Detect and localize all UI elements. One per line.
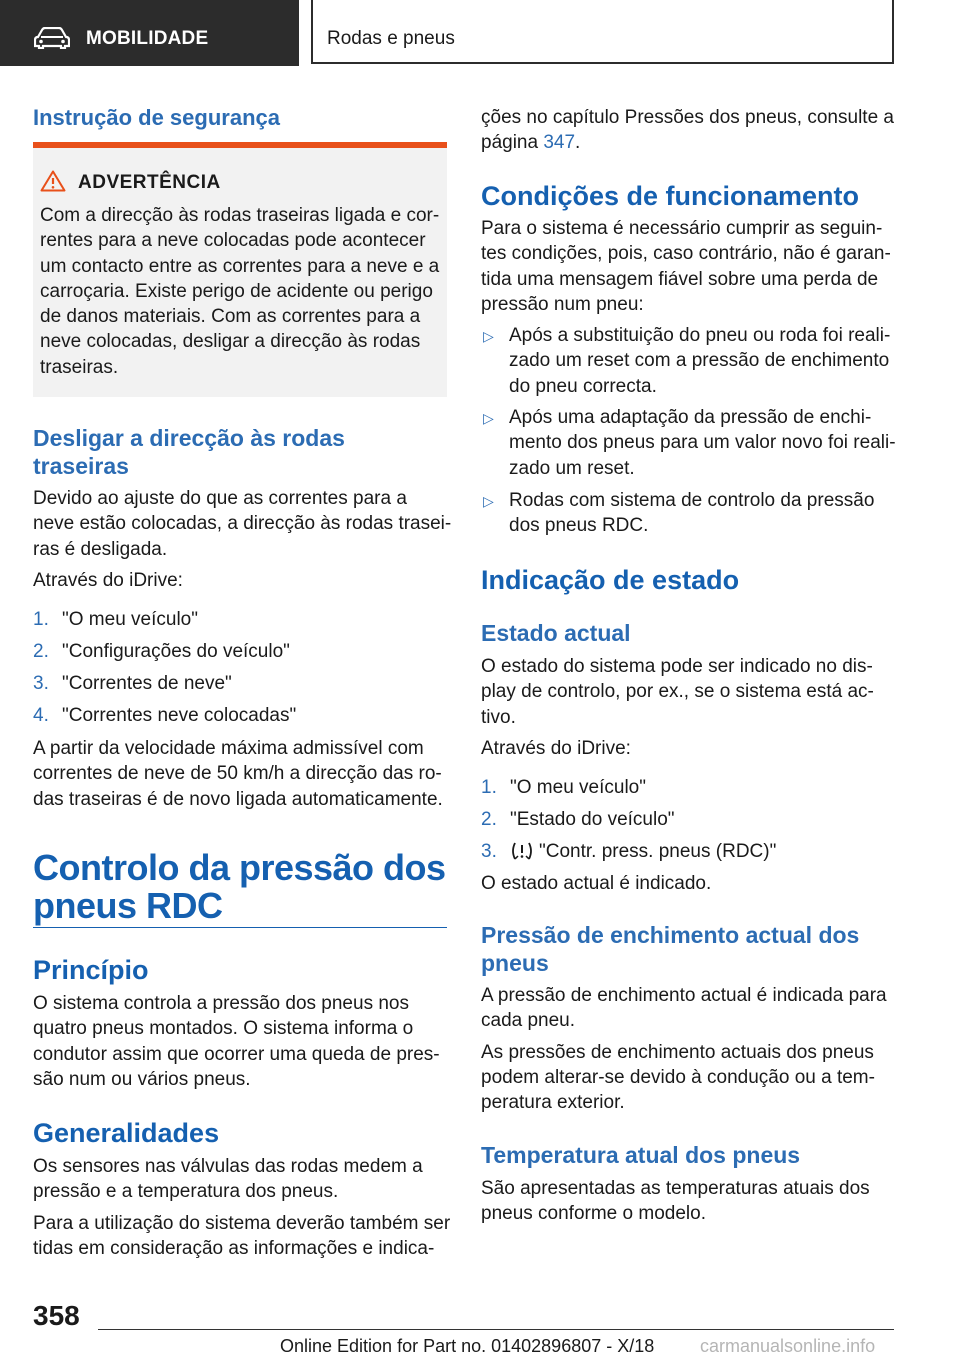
footer-rule (98, 1329, 894, 1330)
bullet-icon: ▷ (483, 410, 494, 426)
bullet-icon: ▷ (483, 493, 494, 509)
chapter-rule (33, 927, 447, 928)
general-text: Os sensores nas válvulas das rodas medem a pressão e a temperatura dos pneus. Para a utilização do sistema deverão também ser tidas em consideração as informações e indica- (33, 1156, 451, 1259)
warning-line: traseiras. (40, 356, 119, 378)
section-tab (0, 0, 299, 66)
idrive-steps-list: 1. "O meu veículo" 2. "Configurações do veículo" 3. "Correntes de neve" 4. "Correntes neve colocadas" (33, 609, 297, 726)
general-heading: Generalidades (33, 1118, 220, 1148)
warning-line: Com a direcção às rodas traseiras ligada e cor- (40, 205, 440, 226)
current-state-heading: Estado actual (481, 620, 631, 646)
principle-text: O sistema controla a pressão dos pneus nos quatro pneus montados. O sistema informa o condutor assim que ocorrer uma queda de pres- são num ou vários pneus. (33, 993, 440, 1090)
tire-temperature-text: São apresentadas as temperaturas atuais dos pneus conforme o modelo. (481, 1178, 870, 1225)
tire-pressure-warning-icon (510, 841, 534, 861)
principle-heading: Princípio (33, 955, 149, 985)
warning-line: neve colocadas, desligar a direcção às rodas (40, 331, 421, 353)
safety-heading: Instrução de segurança (33, 105, 280, 130)
car-icon (34, 27, 70, 49)
via-idrive-label: Através do iDrive: (481, 738, 631, 759)
disable-rear-steering-heading: Desligar a direcção às rodas traseiras (33, 425, 345, 479)
warning-title: ADVERTÊNCIA (78, 172, 221, 193)
page-reference-link[interactable]: 347 (543, 132, 576, 154)
idrive-steps-list: 1. "O meu veículo" 2. "Estado do veículo" 3. "Contr. press. pneus (RDC)" (481, 777, 777, 862)
current-state-text: O estado do sistema pode ser indicado no dis- play de controlo, por ex., se o sistema está ac- tivo. (481, 656, 874, 728)
chapter-title: Controlo da pressão dos pneus RDC (33, 847, 446, 926)
conditions-text: Para o sistema é necessário cumprir as seguin- tes condições, pois, caso contrário, não é garan- tida uma mensagem fiável sobre uma perda de pressão num pneu: (481, 218, 891, 315)
disable-rear-steering-text: Devido ao ajuste do que as correntes para a neve estão colocadas, a direcção às rodas trasei- ras é desligada. (33, 488, 452, 560)
inflation-pressure-heading: Pressão de enchimento actual dos pneus (481, 922, 860, 976)
tire-temperature-heading: Temperatura atual dos pneus (481, 1142, 801, 1168)
warning-line: rentes para a neve colocadas pode acontecer (40, 230, 426, 252)
conditions-bullet-list: ▷ Após a substituição do pneu ou roda foi reali- zado um reset com a pressão de enchimento do pneu correcta. ▷ Após uma adaptação da pressão de enchi- mento dos pneus para um valor novo foi reali- zado um reset. ▷ Rodas com sistema de controlo da pressão dos pneus RDC. (483, 325, 896, 537)
via-idrive-label: Através do iDrive: (33, 570, 183, 591)
warning-triangle-icon (40, 170, 66, 192)
status-heading: Indicação de estado (481, 565, 740, 595)
warning-line: de danos materiais. Com as correntes para a (40, 306, 421, 328)
page-number: 358 (33, 1300, 80, 1331)
bullet-icon: ▷ (483, 328, 494, 344)
state-shown-text: O estado actual é indicado. (481, 873, 712, 894)
warning-line: um contacto entre as correntes para a neve e a (40, 255, 440, 277)
watermark: carmanualsonline.info (700, 1336, 876, 1356)
conditions-heading: Condições de funcionamento (481, 181, 860, 211)
continued-text: ções no capítulo Pressões dos pneus, consulte a página 347. (481, 107, 894, 154)
page-header (0, 0, 960, 66)
speed-reactivation-text: A partir da velocidade máxima admissível com correntes de neve de 50 km/h a direcção das ro- das traseiras é de novo ligada automaticamente. (33, 738, 443, 810)
section-label: MOBILIDADE (86, 28, 209, 49)
chapter-label: Rodas e pneus (327, 28, 455, 49)
warning-text (40, 203, 440, 380)
chapter-tab (311, 0, 894, 64)
edition-footer: Online Edition for Part no. 01402896807 - X/18 (280, 1336, 655, 1356)
warning-line: carroçaria. Existe perigo de acidente ou perigo (40, 280, 433, 302)
inflation-pressure-text: A pressão de enchimento actual é indicada para cada pneu. As pressões de enchimento actuais dos pneus podem alterar-se devido à condução ou a tem- peratura exterior. (481, 985, 887, 1114)
